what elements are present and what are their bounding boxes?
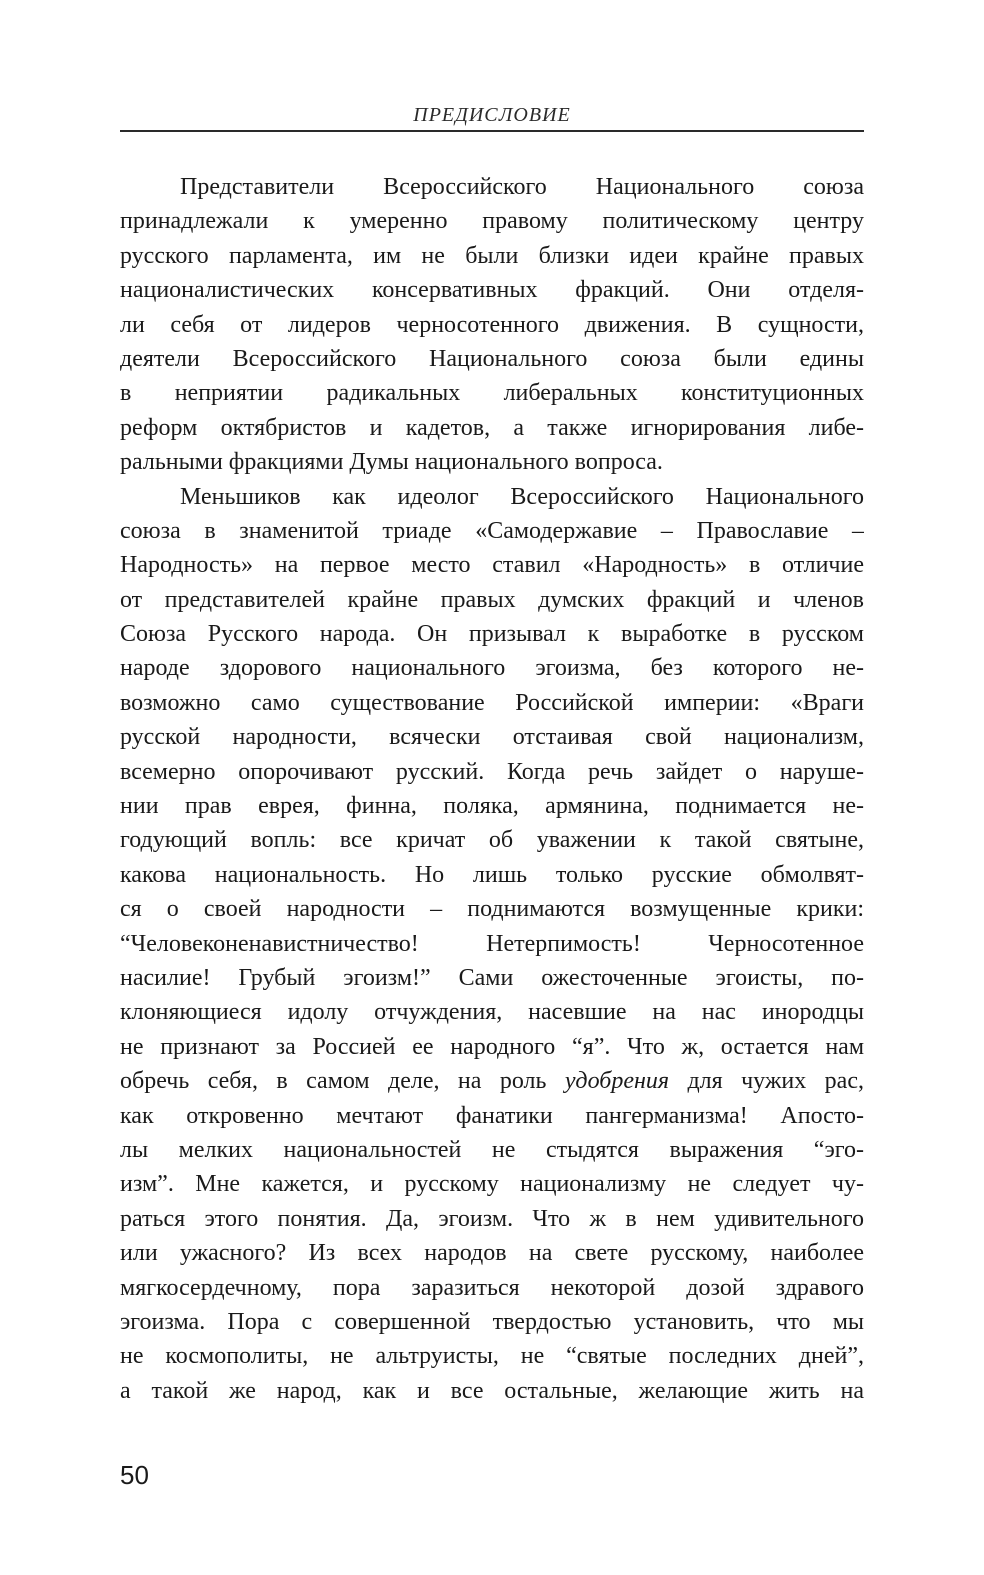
text-line: Народность» на первое место ставил «Народность» в отличие xyxy=(120,552,864,579)
page-number: 50 xyxy=(120,1460,149,1490)
text-line: клоняющиеся идолу отчуждения, насевшие на нас инородцы xyxy=(120,999,864,1026)
text-line: а такой же народ, как и все остальные, желающие жить на xyxy=(120,1377,864,1404)
text-line: как откровенно мечтают фанатики пангерманизма! Апосто- xyxy=(120,1102,864,1129)
running-header: ПРЕДИСЛОВИЕ xyxy=(413,104,571,126)
text-line: не признают за Россией ее народного “я”. Что ж, остается нам xyxy=(120,1033,864,1060)
text-line: Союза Русского народа. Он призывал к выработке в русском xyxy=(120,621,864,648)
text-line: принадлежали к умеренно правому политическому центру xyxy=(120,208,864,235)
text-line: мягкосердечному, пора заразиться некоторой дозой здравого xyxy=(120,1274,864,1301)
text-line: лы мелких национальностей не стыдятся выражения “эго- xyxy=(120,1136,864,1163)
text-line: возможно само существование Российской империи: «Враги xyxy=(120,689,864,716)
text-line: не космополиты, не альтруисты, не “святые последних дней”, xyxy=(120,1343,864,1370)
text-line: обречь себя, в самом деле, на роль удобрения для чужих рас, xyxy=(120,1068,864,1095)
text-line: эгоизма. Пора с совершенной твердостью установить, что мы xyxy=(120,1308,864,1335)
text-line: насилие! Грубый эгоизм!” Сами ожесточенные эгоисты, по- xyxy=(120,964,864,991)
text-line: Представители Всероссийского Национального союза xyxy=(180,174,864,200)
text-line: союза в знаменитой триаде «Самодержавие – Православие – xyxy=(120,517,864,544)
text-line: ли себя от лидеров черносотенного движения. В сущности, xyxy=(120,311,864,338)
text-line: народе здорового национального эгоизма, без которого не- xyxy=(120,655,864,682)
text-line: реформ октябристов и кадетов, а также игнорирования либе- xyxy=(120,414,864,441)
text-line: “Человеконенавистничество! Нетерпимость! Черносотенное xyxy=(120,930,864,957)
emphasized-word: удобрения xyxy=(564,1068,670,1095)
text-line: националистических консервативных фракций. Они отделя- xyxy=(120,277,864,304)
text-line: или ужасного? Из всех народов на свете русскому, наиболее xyxy=(120,1240,864,1267)
text-line: от представителей крайне правых думских фракций и членов xyxy=(120,586,864,613)
text-line: всемерно опорочивают русский. Когда речь зайдет о наруше- xyxy=(120,758,864,785)
text-line: годующий вопль: все кричат об уважении к такой святыне, xyxy=(120,827,864,854)
text-line: раться этого понятия. Да, эгоизм. Что ж в нем удивительного xyxy=(120,1205,864,1232)
text-line: Меньшиков как идеолог Всероссийского Национального xyxy=(180,483,864,510)
text-line: ся о своей народности – поднимаются возмущенные крики: xyxy=(120,896,864,923)
text-line: изм”. Мне кажется, и русскому национализму не следует чу- xyxy=(120,1171,864,1198)
text-line: в неприятии радикальных либеральных конституционных xyxy=(120,380,864,407)
text-line: нии прав еврея, финна, поляка, армянина, поднимается не- xyxy=(120,793,864,820)
text-line: русского парламента, им не были близки идеи крайне правых xyxy=(120,242,864,269)
body-text xyxy=(120,170,864,1408)
text-line: деятели Всероссийского Национального союза были едины xyxy=(120,345,864,372)
header-rule xyxy=(120,130,864,132)
text-line: ральными фракциями Думы национального вопроса. xyxy=(120,449,663,476)
text-line: какова национальность. Но лишь только русские обмолвят- xyxy=(120,861,864,888)
text-line: русской народности, всячески отстаивая свой национализм, xyxy=(120,724,864,751)
